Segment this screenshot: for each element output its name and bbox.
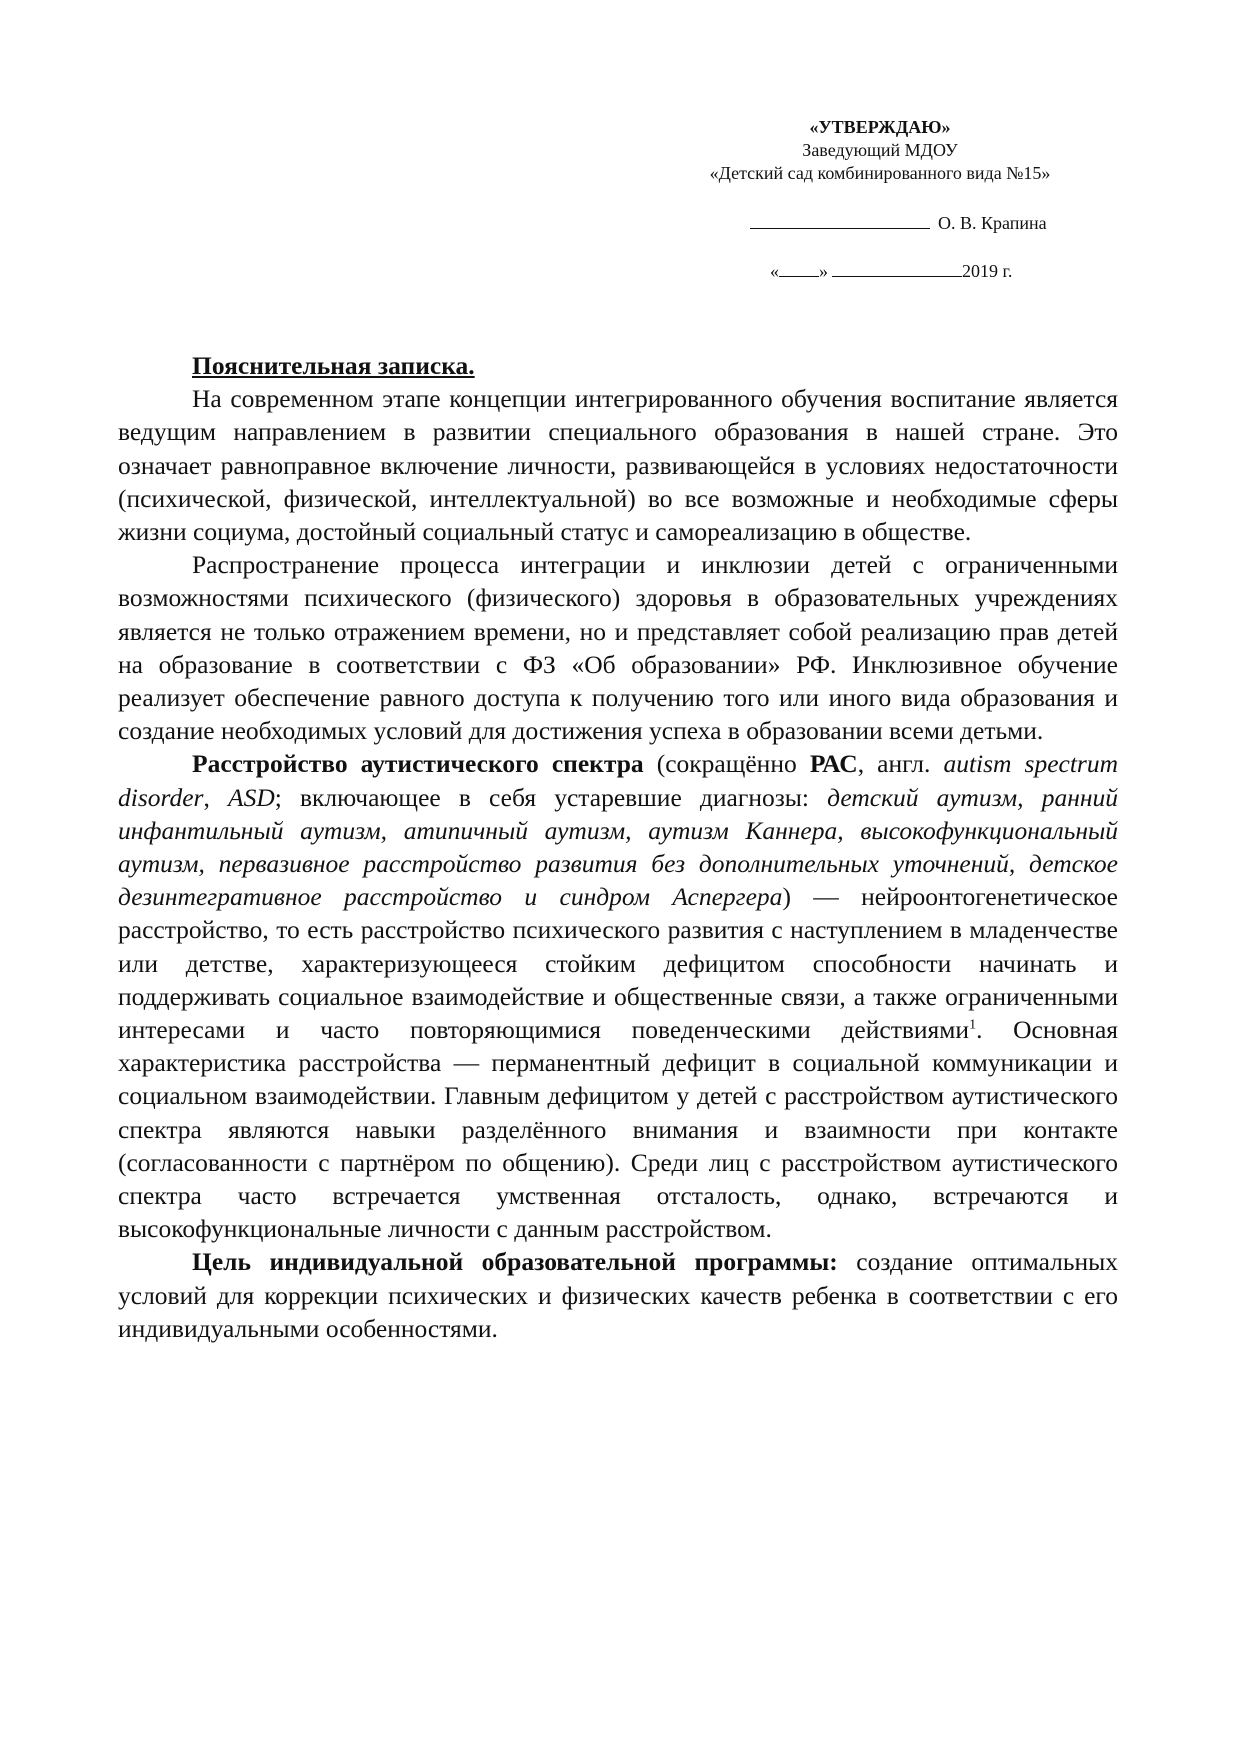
date-day-blank	[779, 260, 819, 277]
paragraph-1: На современном этапе концепции интегрированного обучения воспитание является ведущим направлением в развитии специального образования в нашей стране. Это означает равноправное включение личности, развивающейся в условиях недостаточности (психической, физической, интеллектуальной) во все возможные и необходимые сферы жизни социума, достойный социальный статус и самореализацию в обществе.	[118, 384, 1118, 547]
paragraph-4	[118, 1245, 1118, 1345]
footnote-ref[interactable]: 1	[969, 1017, 977, 1033]
english-term: autism spectrum disorder	[118, 749, 1119, 812]
explanatory-note	[118, 349, 1118, 1345]
approval-organization: «Детский сад комбинированного вида №15»	[709, 163, 1051, 183]
signature-blank	[750, 212, 930, 229]
date-quote-close: »	[819, 261, 828, 281]
english-abbr: ASD	[228, 782, 275, 812]
approval-stamp: «УТВЕРЖДАЮ»	[809, 117, 951, 137]
p3-text-c: ,	[203, 782, 229, 812]
p3-text-e: ) — нейроонтогенетическое расстройство, то есть расстройство психического развития с наступлением в младенчестве или детстве, характеризующееся стойким дефицитом способности начинать и поддерживать социальное взаимодействие и общественные связи, а также ограниченными интересами и часто повторяющимися поведенческими действиями	[118, 882, 1118, 1045]
paragraph-3	[118, 747, 1118, 1245]
date-quote-open: «	[770, 261, 779, 281]
signature-line	[750, 212, 1090, 235]
date-line	[770, 260, 1090, 283]
ras-abbr: РАС	[809, 749, 858, 779]
asd-term: Расстройство аутистического спектра	[192, 749, 644, 779]
p3-text-b: , англ.	[857, 749, 944, 779]
date-month-blank	[832, 260, 962, 277]
goal-term: Цель индивидуальной образовательной программы:	[192, 1247, 838, 1277]
paragraph-2: Распространение процесса интеграции и инклюзии детей с ограниченными возможностями психического (физического) здоровья в образовательных учреждениях является не только отражением времени, но и представляет собой реализацию прав детей на образование в соответствии с ФЗ «Об образовании» РФ. Инклюзивное обучение реализует обеспечение равного доступа к получению того или иного вида образования и создание необходимых условий для достижения успеха в образовании всеми детьми.	[118, 550, 1118, 746]
p3-text-f: . Основная характеристика расстройства — перманентный дефицит в социальной коммуникации и социальном взаимодействии. Главным дефицитом у детей с расстройством аутистического спектра являются навыки разделённого внимания и взаимности при контакте (согласованности с партнёром по общению). Среди лиц с расстройством аутистического спектра часто встречается умственная отсталость, однако, встречаются и высокофункциональные личности с данным расстройством.	[118, 1015, 1118, 1244]
p3-text-d: ; включающее в себя устаревшие диагнозы:	[274, 782, 828, 812]
signer-name: О. В. Крапина	[938, 213, 1047, 233]
date-year: 2019 г.	[962, 261, 1013, 281]
goal-text: создание оптимальных условий для коррекции психических и физических качеств ребенка в соответствии с его индивидуальными особенностями.	[118, 1247, 1118, 1343]
note-title: Пояснительная записка.	[192, 351, 475, 380]
approval-block	[680, 116, 1080, 185]
approval-position: Заведующий МДОУ	[802, 140, 958, 160]
diagnoses-list: детский аутизм, ранний инфантильный аутизм, атипичный аутизм, аутизм Каннера, высокофункциональный аутизм, первазивное расстройство развития без дополнительных уточнений, детское дезинтегративное расстройство и синдром Аспергера	[118, 782, 1118, 912]
p3-text-a: (сокращённо	[643, 749, 810, 779]
